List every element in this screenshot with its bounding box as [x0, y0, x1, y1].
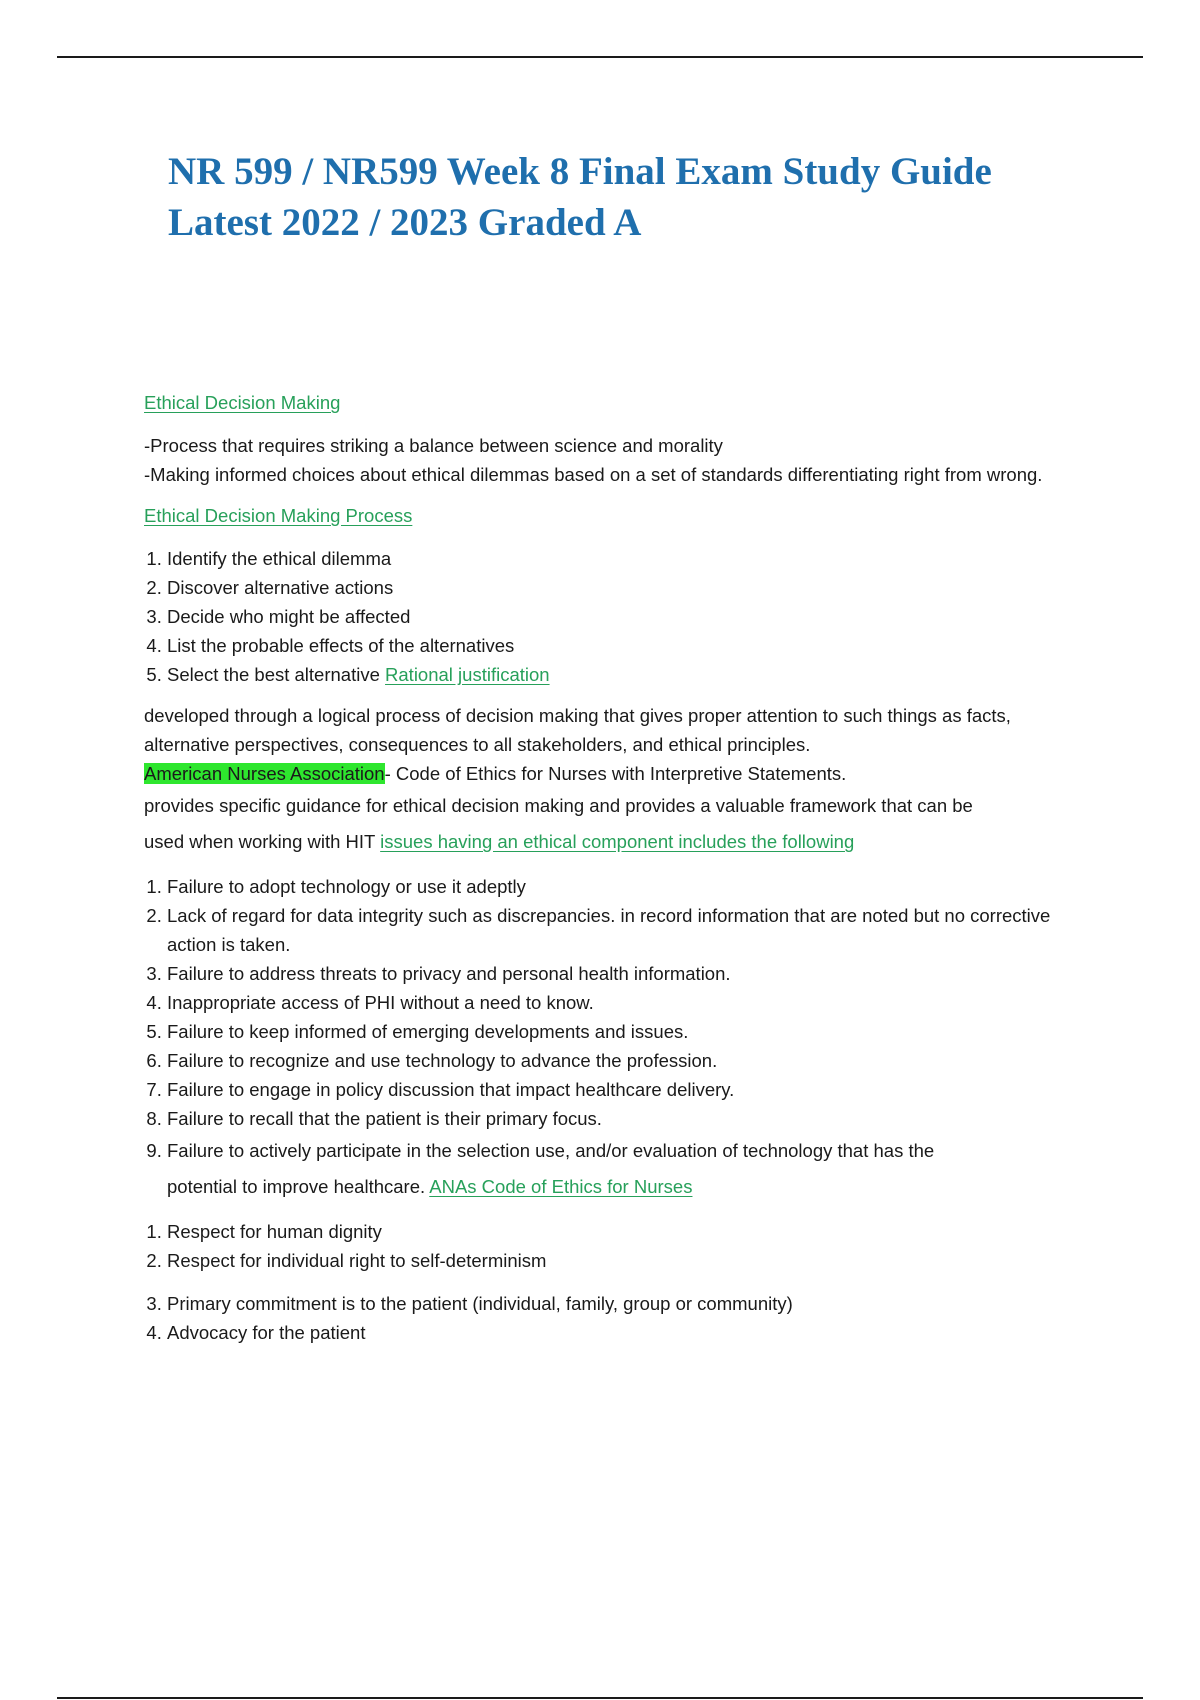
- rational-justification-link[interactable]: Rational justification: [385, 664, 550, 685]
- list-item: 1. Identify the ethical dilemma: [167, 544, 1094, 573]
- ethical-issues-list: [144, 872, 1094, 1205]
- list-item: 1. Respect for human dignity: [167, 1217, 1094, 1246]
- ana-rest: - Code of Ethics for Nurses with Interpretive Statements.: [384, 763, 847, 784]
- list-item: 3. Primary commitment is to the patient (individual, family, group or community): [167, 1289, 1094, 1318]
- top-rule: [57, 56, 1143, 58]
- list-item: 4. Advocacy for the patient: [167, 1318, 1094, 1347]
- code-of-ethics-list-a: [144, 1217, 1094, 1275]
- list-item: 2. Lack of regard for data integrity such as discrepancies. in record information that are noted but no corrective action is taken.: [167, 901, 1094, 959]
- bottom-rule: [57, 1697, 1143, 1699]
- list-item: 8. Failure to recall that the patient is their primary focus.: [167, 1104, 1094, 1133]
- definition-line-2: -Making informed choices about ethical dilemmas based on a set of standards differentiating right from wrong.: [144, 464, 1043, 485]
- document-title: [168, 146, 1068, 248]
- list-item: 5. Failure to keep informed of emerging developments and issues.: [167, 1017, 1094, 1046]
- title-line-1: NR 599 / NR599 Week 8 Final Exam Study Guide: [168, 150, 992, 193]
- list-item: 1. Failure to adopt technology or use it adeptly: [167, 872, 1094, 901]
- rational-justification-text: developed through a logical process of decision making that gives proper attention to such things as facts, alternative perspectives, consequences to all stakeholders, and ethical principles.: [144, 705, 1011, 755]
- ethical-issues-link[interactable]: issues having an ethical component includes the following: [380, 831, 855, 852]
- list-item: 5. Select the best alternative Rational justification: [167, 660, 1094, 689]
- definition-line-1: -Process that requires striking a balance between science and morality: [144, 435, 723, 456]
- list-item: 2. Respect for individual right to self-determinism: [167, 1246, 1094, 1275]
- list-item: 2. Discover alternative actions: [167, 573, 1094, 602]
- ana-code-of-ethics-link[interactable]: ANAs Code of Ethics for Nurses: [429, 1176, 693, 1197]
- code-of-ethics-list-b: [144, 1289, 1094, 1347]
- title-line-2: Latest 2022 / 2023 Graded A: [168, 201, 642, 244]
- list-item: 4. Inappropriate access of PHI without a need to know.: [167, 988, 1094, 1017]
- ethical-decision-making-process-link[interactable]: Ethical Decision Making Process: [144, 505, 413, 526]
- list-item: 4. List the probable effects of the alternatives: [167, 631, 1094, 660]
- list-item: 9. Failure to actively participate in the selection use, and/or evaluation of technology that has the potential to improve healthcare. ANAs Code of Ethics for Nurses: [167, 1133, 1094, 1205]
- ethical-decision-making-link[interactable]: Ethical Decision Making: [144, 392, 341, 413]
- guidance-line-1: provides specific guidance for ethical decision making and provides a valuable framework that can be: [144, 795, 973, 816]
- guidance-paragraph: [144, 788, 1094, 860]
- guidance-line-2: used when working with HIT issues having an ethical component includes the following: [144, 831, 855, 852]
- ana-line: [144, 759, 1094, 788]
- ethical-decision-making-definition: [144, 431, 1094, 489]
- list-item: 7. Failure to engage in policy discussion that impact healthcare delivery.: [167, 1075, 1094, 1104]
- ana-highlight: American Nurses Association: [144, 763, 385, 784]
- process-steps-list: [144, 544, 1094, 689]
- list-item: 3. Failure to address threats to privacy and personal health information.: [167, 959, 1094, 988]
- document-body: [144, 388, 1094, 1347]
- list-item: 6. Failure to recognize and use technology to advance the profession.: [167, 1046, 1094, 1075]
- list-item: 3. Decide who might be affected: [167, 602, 1094, 631]
